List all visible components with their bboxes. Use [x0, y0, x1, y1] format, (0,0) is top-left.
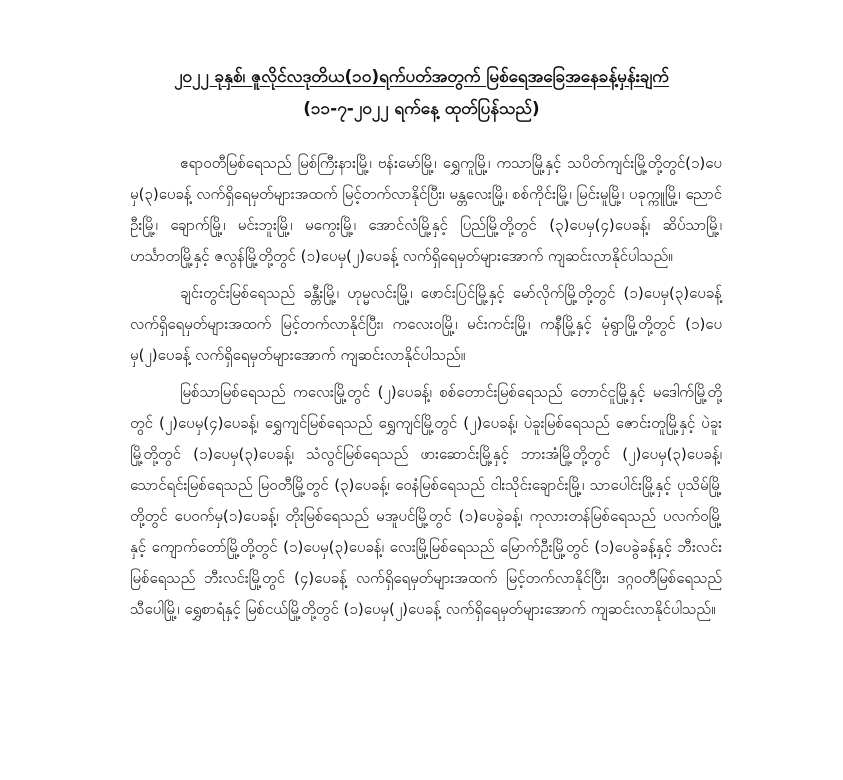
document-body: [130, 148, 722, 631]
paragraph-chindwin: ချင်းတွင်းမြစ်ရေသည် ခန္တီးမြို့၊ ဟုမ္မလင်းမြို့၊ ဖောင်းပြင်မြို့နှင့် မော်လိုက်မြို့တို့တွင် (၁)ပေမှ(၃)ပေခန့် လက်ရှိရေမှတ်များအထက် မြင့်တက်လာနိုင်ပြီး၊ ကလေးဝမြို့၊ မင်းကင်းမြို့၊ ကနီမြို့နှင့် မုံရွာမြို့တို့တွင် (၁)ပေမှ(၂)ပေခန့် လက်ရှိရေမှတ်များအောက် ကျဆင်းလာနိုင်ပါသည်။: [130, 284, 722, 364]
document-title: ၂၀၂၂ ခုနှစ်၊ ဇူလိုင်လဒုတိယ(၁၀)ရက်ပတ်အတွက် မြစ်ရေအခြေအနေခန့်မှန်းချက်: [174, 67, 669, 87]
document-subtitle: (၁၁-၇-၂၀၂၂ ရက်နေ့ ထုတ်ပြန်သည်): [303, 99, 540, 119]
paragraph-other-rivers: မြစ်သာမြစ်ရေသည် ကလေးမြို့တွင် (၂)ပေခန့်၊ စစ်တောင်းမြစ်ရေသည် တောင်ငူမြို့နှင့် မဒေါက်မြို့တို့တွင် (၂)ပေမှ(၄)ပေခန့်၊ ရွှေကျင်မြစ်ရေသည် ရွှေကျင်မြို့တွင် (၂)ပေခန့်၊ ပဲခူးမြစ်ရေသည် ဇောင်းတူမြို့နှင့် ပဲခူးမြို့တို့တွင် (၁)ပေမှ(၃)ပေခန့်၊ သံလွင်မြစ်ရေသည် ဖားဆောင်းမြို့နှင့် ဘားအံမြို့တို့တွင် (၂)ပေမှ(၃)ပေခန့်၊ သောင်ရင်းမြစ်ရေသည် မြဝတီမြို့တွင် (၃)ပေခန့်၊ ဝေနံမြစ်ရေသည် ငါးသိုင်းချောင်းမြို့၊ သာပေါင်းမြို့နှင့် ပုသိမ်မြို့တို့တွင် ပေဝက်မှ(၁)ပေခန့်၊ တိုးမြစ်ရေသည် မအူပင်မြို့တွင် (၁)ပေခွဲခန့်၊ ကုလားတန်မြစ်ရေသည် ပလက်ဝမြို့နှင့် ကျောက်တော်မြို့တို့တွင် (၁)ပေမှ(၃)ပေခန့်၊ လေးမြို့မြစ်ရေသည် မြောက်ဦးမြို့တွင် (၁)ပေခွဲခန့်နှင့် ဘီးလင်းမြစ်ရေသည် ဘီးလင်းမြို့တွင် (၄)ပေခန့် လက်ရှိရေမှတ်များအထက် မြင့်တက်လာနိုင်ပြီး၊ ဒဂ္ဂဝတီမြစ်ရေသည် သီပေါမြို့၊ ရွှေစာရံနှင့် မြစ်ငယ်မြို့တို့တွင် (၁)ပေမှ(၂)ပေခန့် လက်ရှိရေမှတ်များအောက် ကျဆင်းလာနိုင်ပါသည်။: [130, 383, 722, 618]
title-block: [0, 64, 843, 122]
paragraph-ayeyarwady: ဧရာဝတီမြစ်ရေသည် မြစ်ကြီးနားမြို့၊ ဗန်းမော်မြို့၊ ရွှေကူမြို့၊ ကသာမြို့နှင့် သပိတ်ကျင်းမြို့တို့တွင်(၁)ပေမှ(၃)ပေခန့် လက်ရှိရေမှတ်များအထက် မြင့်တက်လာနိုင်ပြီး၊ မန္တလေးမြို့၊ စစ်ကိုင်းမြို့၊ မြင်းမူမြို့၊ ပခုက္ကူမြို့၊ ညောင်ဦးမြို့၊ ချောက်မြို့၊ မင်းဘူးမြို့၊ မကွေးမြို့၊ အောင်လံမြို့နှင့် ပြည်မြို့တို့တွင် (၃)ပေမှ(၄)ပေခန့်၊ ဆိပ်သာမြို့၊ ဟင်္သာတမြို့နှင့် ဇလွန်မြို့တို့တွင် (၁)ပေမှ(၂)ပေခန့် လက်ရှိရေမှတ်များအောက် ကျဆင်းလာနိုင်ပါသည်။: [130, 154, 722, 265]
